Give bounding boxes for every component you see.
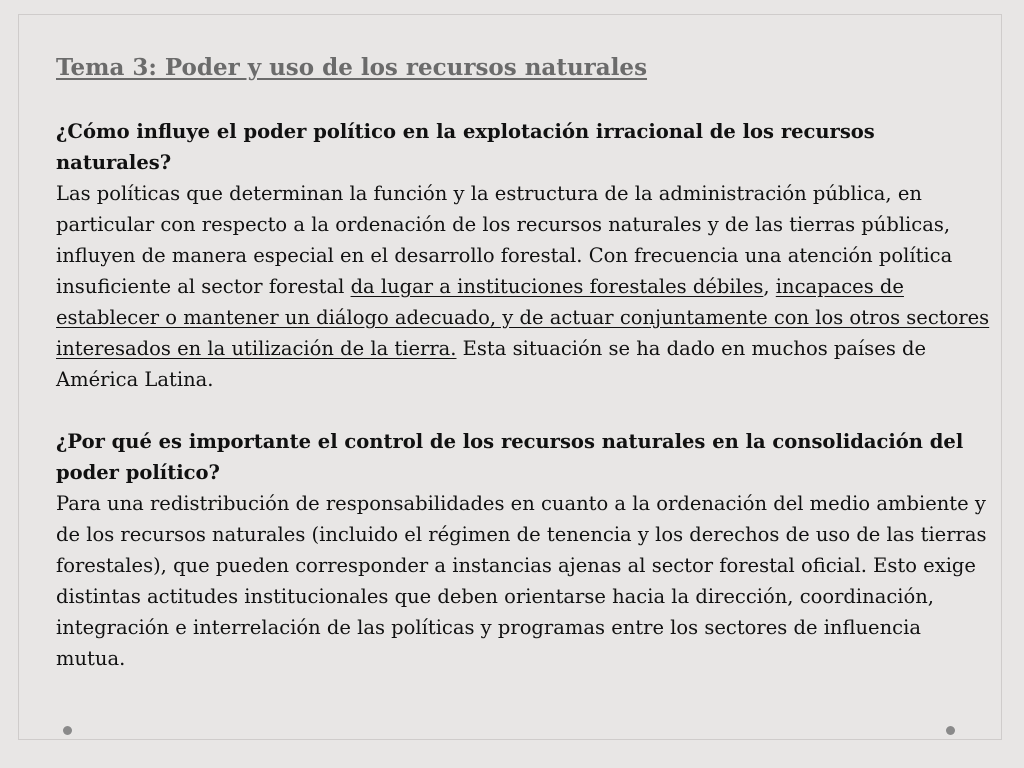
question-1: ¿Cómo influye el poder político en la explotación irracional de los recursos naturales?: [56, 120, 875, 174]
question-2: ¿Por qué es importante el control de los recursos naturales en la consolidación del poder político?: [56, 430, 964, 484]
slide-content: [56, 50, 996, 674]
slide-title: Tema 3: Poder y uso de los recursos naturales: [56, 54, 648, 81]
answer-1-text-c: Esta situación se ha dado en muchos países de América Latina.: [56, 337, 927, 391]
answer-1-underlined-b: incapaces de establecer o mantener un diálogo adecuado, y de actuar conjuntamente con los otros sectores interesados en la utilización de la tierra.: [56, 275, 990, 360]
decorative-dot-right: [946, 726, 955, 735]
section-2: [56, 426, 996, 674]
answer-2-text: Para una redistribución de responsabilidades en cuanto a la ordenación del medio ambiente y de los recursos naturales (incluido el régimen de tenencia y los derechos de uso de las tierras forestales), que pueden corresponder a instancias ajenas al sector forestal oficial. Esto exige distintas actitudes institucionales que deben orientarse hacia la dirección, coordinación, integración e interrelación de las políticas y programas entre los sectores de influencia mutua.: [56, 492, 987, 670]
section-1: [56, 116, 996, 395]
section-spacer: [56, 395, 996, 426]
answer-1-underlined-a: da lugar a instituciones forestales débiles: [350, 275, 764, 298]
answer-1-text-b: ,: [763, 275, 776, 298]
decorative-dot-left: [63, 726, 72, 735]
answer-1-text-a: Las políticas que determinan la función y la estructura de la administración pública, en particular con respecto a la ordenación de los recursos naturales y de las tierras públicas, influyen de manera especial en el desarrollo forestal. Con frecuencia una atención política insuficiente al sector forestal: [56, 182, 953, 298]
